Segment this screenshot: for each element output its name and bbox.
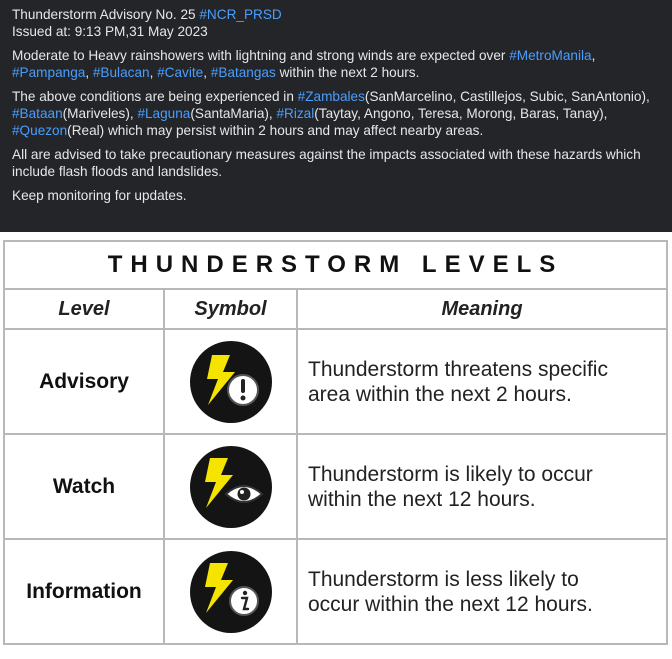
level-row-information xyxy=(4,539,667,644)
hashtag-link[interactable]: #Pampanga xyxy=(12,65,86,80)
header-meaning: Meaning xyxy=(297,289,667,329)
issued-time: Issued at: 9:13 PM,31 May 2023 xyxy=(12,24,208,39)
hashtag-link[interactable]: #Bataan xyxy=(12,106,63,121)
level-name: Information xyxy=(4,539,164,644)
paragraph-advice: All are advised to take precautionary measures against the impacts associated with these hazards which include flash floods and landslides. xyxy=(12,147,641,179)
symbol-cell xyxy=(164,329,297,434)
hashtag-link[interactable]: #Laguna xyxy=(137,106,191,121)
hashtag-link[interactable]: #Quezon xyxy=(12,123,68,138)
paragraph-current: The above conditions are being experienced in #Zambales(SanMarcelino, Castillejos, Subic, SanAntonio), #Bataan(Mariveles), #Laguna(SantaMaria), #Rizal(Taytay, Angono, Teresa, Morong, Baras, Tanay), #Quezon(Real) which may persist within 2 hours and may affect nearby areas. xyxy=(12,89,650,138)
lightning-info-icon xyxy=(188,549,274,635)
meaning-cell: Thunderstorm is likely to occur within the next 12 hours. xyxy=(297,434,667,539)
lightning-exclamation-icon xyxy=(188,339,274,425)
hashtag-link[interactable]: #Cavite xyxy=(157,65,204,80)
advisory-post xyxy=(0,0,672,232)
hashtag-link[interactable]: #NCR_PRSD xyxy=(199,7,282,22)
meaning-cell: Thunderstorm is less likely to occur within the next 12 hours. xyxy=(297,539,667,644)
meaning-cell: Thunderstorm threatens specific area within the next 2 hours. xyxy=(297,329,667,434)
header-level: Level xyxy=(4,289,164,329)
levels-table xyxy=(3,240,668,645)
symbol-cell xyxy=(164,434,297,539)
hashtag-link[interactable]: #Bulacan xyxy=(92,65,150,80)
level-row-watch xyxy=(4,434,667,539)
levels-title: THUNDERSTORM LEVELS xyxy=(4,241,667,289)
thunderstorm-levels-image xyxy=(0,232,672,659)
hashtag-link[interactable]: #Rizal xyxy=(276,106,315,121)
hashtag-link[interactable]: #MetroManila xyxy=(509,48,592,63)
symbol-cell xyxy=(164,539,297,644)
level-name: Watch xyxy=(4,434,164,539)
lightning-eye-icon xyxy=(188,444,274,530)
hashtag-link[interactable]: #Batangas xyxy=(210,65,276,80)
level-name: Advisory xyxy=(4,329,164,434)
header-symbol: Symbol xyxy=(164,289,297,329)
level-row-advisory xyxy=(4,329,667,434)
post-title: Thunderstorm Advisory No. 25 #NCR_PRSD xyxy=(12,7,282,22)
paragraph-forecast: Moderate to Heavy rainshowers with lightning and strong winds are expected over #MetroManila, #Pampanga, #Bulacan, #Cavite, #Batangas within the next 2 hours. xyxy=(12,48,596,80)
paragraph-monitoring: Keep monitoring for updates. xyxy=(12,188,187,203)
hashtag-link[interactable]: #Zambales xyxy=(297,89,365,104)
